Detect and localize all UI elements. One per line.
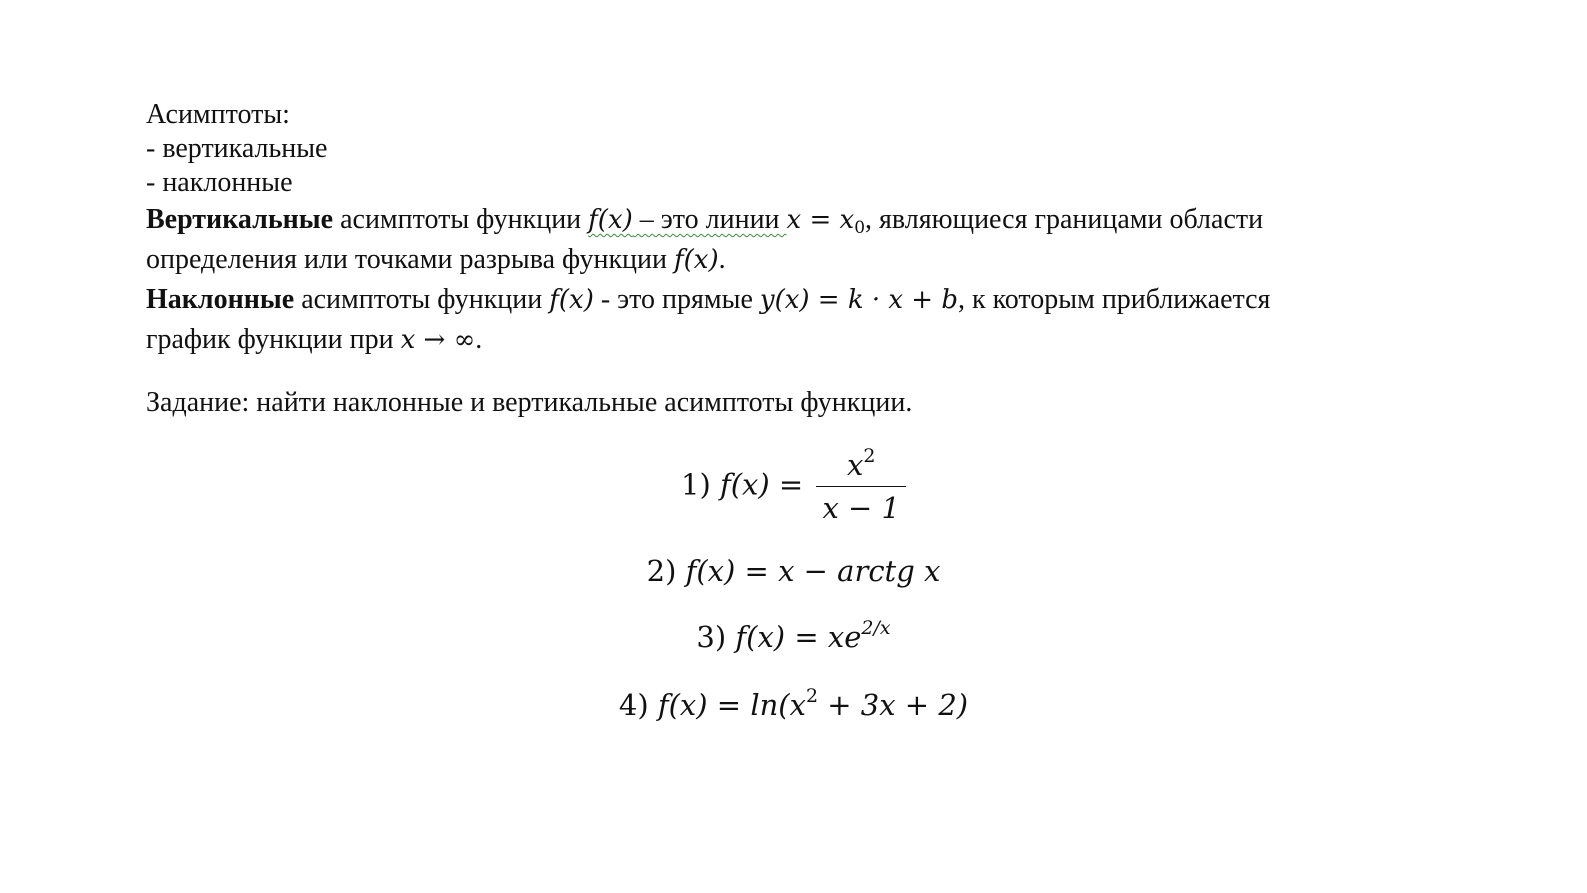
vertical-text-2: – это линии — [632, 204, 787, 235]
task-statement: Задание: найти наклонные и вертикальные асимптоты функции. — [146, 387, 913, 418]
asymptote-type-vertical: - вертикальные — [146, 133, 328, 164]
vertical-text-5: . — [718, 244, 726, 275]
oblique-text-2: - это прямые — [593, 284, 760, 315]
oblique-definition — [146, 280, 1406, 360]
theory-text — [146, 98, 1406, 420]
oblique-fx: f(x) — [549, 285, 594, 315]
vertical-equation: $x = x_0$ — [786, 205, 866, 238]
oblique-term: Наклонные — [146, 284, 295, 315]
formula-4: 4) $f(x) = \ln(x^2 + 3x + 2)$ — [618, 685, 969, 722]
vertical-definition — [146, 200, 1406, 280]
formula-2: 2) f(x) = x − arctg x — [646, 554, 941, 588]
vertical-text-3: , являющиеся границами области — [865, 204, 1264, 235]
vertical-fx-2: f(x) — [674, 245, 719, 275]
asymptote-type-oblique: - наклонные — [146, 167, 293, 198]
oblique-text-4: график функции при — [146, 324, 401, 355]
vertical-term: Вертикальные — [146, 204, 334, 235]
formula-1-fraction: $\frac{x^2}{x - 1}$ — [816, 448, 906, 525]
vertical-text-4: определения или точками разрыва функции — [146, 244, 675, 275]
oblique-limit: x → ∞ — [400, 325, 476, 355]
oblique-text-5: . — [475, 324, 483, 355]
formula-1: 1) f(x) = $\frac{x^2}{x - 1}$ — [0, 448, 1587, 525]
oblique-text-3: , к которым приближается — [958, 284, 1271, 315]
vertical-text-1: асимптоты функции — [333, 204, 589, 235]
oblique-text-1: асимптоты функции — [294, 284, 550, 315]
formula-3: 3) $f(x) = xe^{2/x}$ — [696, 617, 891, 654]
oblique-equation: y(x) = k · x + b — [759, 285, 958, 315]
vertical-fx: f(x) — [588, 205, 633, 235]
asymptotes-heading: Асимптоты: — [146, 99, 290, 130]
